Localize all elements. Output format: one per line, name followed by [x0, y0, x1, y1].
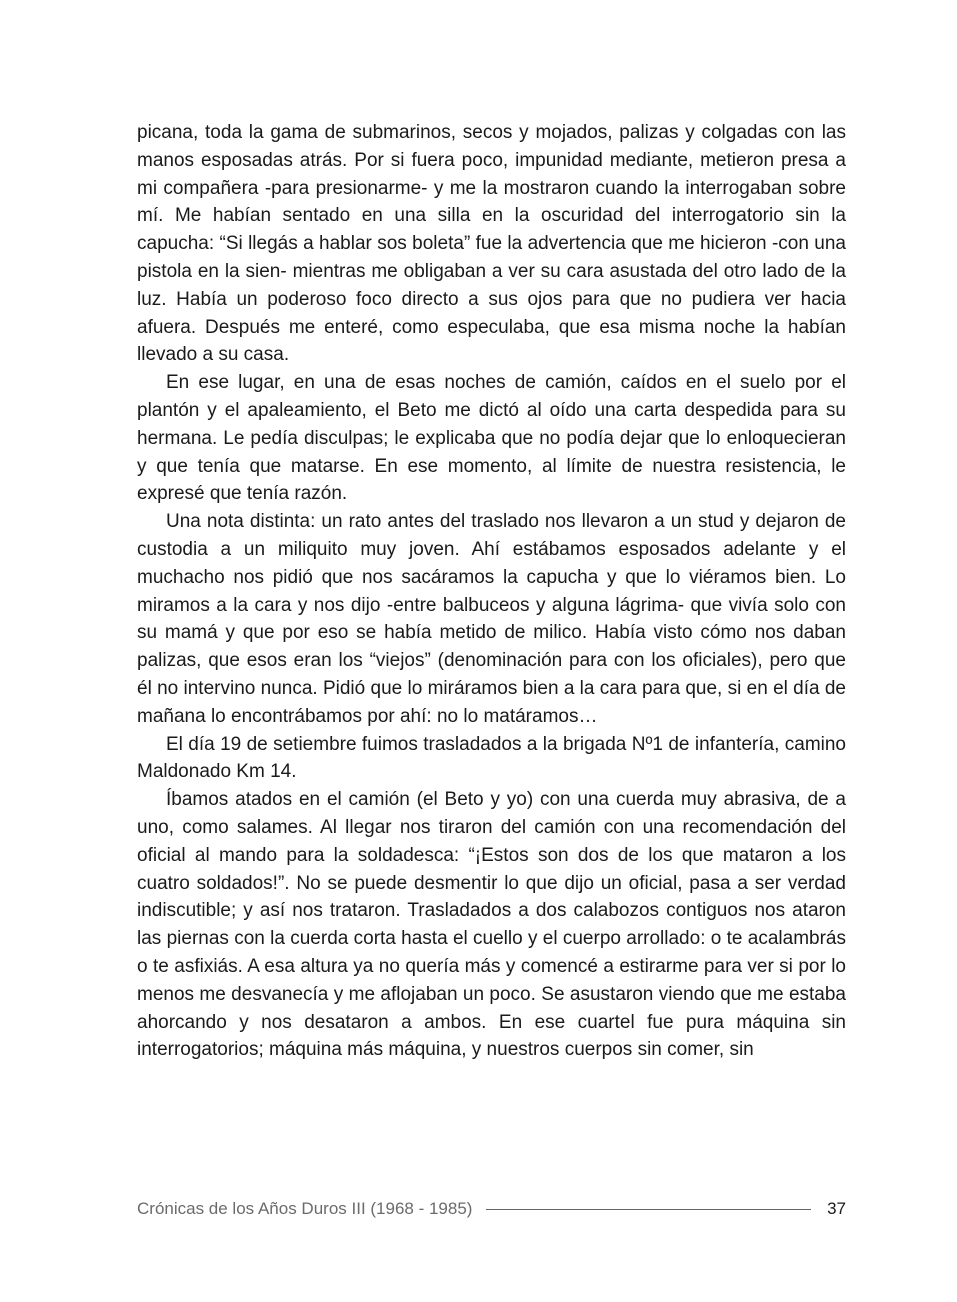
body-text — [137, 119, 846, 1064]
running-footer-title: Crónicas de los Años Duros III (1968 - 1985) — [137, 1199, 473, 1218]
page-number: 37 — [827, 1199, 846, 1218]
page-footer — [137, 1196, 846, 1222]
paragraph: Una nota distinta: un rato antes del traslado nos llevaron a un stud y dejaron de custodia a un miliquito muy joven. Ahí estábamos esposados adelante y el muchacho nos pidió que nos sacáramos la capucha y que lo viéramos bien. Lo miramos a la cara y nos dijo -entre balbuceos y alguna lágrima- que vivía solo con su mamá y que por eso se había metido de milico. Había visto cómo nos daban palizas, que esos eran los “viejos” (denominación para con los oficiales), pero que él no intervino nunca. Pidió que lo miráramos bien a la cara para que, si en el día de mañana lo encontrábamos por ahí: no lo matáramos… — [137, 511, 846, 727]
footer-rule — [486, 1209, 811, 1210]
paragraph-continuation: picana, toda la gama de submarinos, secos y mojados, palizas y colgadas con las manos esposadas atrás. Por si fuera poco, impunidad mediante, metieron presa a mi compañera -para presionarme- y me la mostraron cuando la interrogaban sobre mí. Me habían sentado en una silla en la oscuridad del interrogatorio sin la capucha: “Si llegás a hablar sos boleta” fue la advertencia que me hicieron -con una pistola en la sien- mientras me obligaban a ver su cara asustada del otro lado de la luz. Había un poderoso foco directo a sus ojos para que no pudiera ver hacia afuera. Después me enteré, como especulaba, que esa misma noche la habían llevado a su casa. — [137, 122, 846, 366]
paragraph: En ese lugar, en una de esas noches de camión, caídos en el suelo por el plantón y el apaleamiento, el Beto me dictó al oído una carta despedida para su hermana. Le pedía disculpas; le explicaba que no podía dejar que lo enloquecieran y que tenía que matarse. En ese momento, al límite de nuestra resistencia, le expresé que tenía razón. — [137, 372, 846, 505]
paragraph: Íbamos atados en el camión (el Beto y yo) con una cuerda muy abrasiva, de a uno, como salames. Al llegar nos tiraron del camión con una recomendación del oficial al mando para la soldadesca: “¡Estos son dos de los que mataron a los cuatro soldados!”. No se puede desmentir lo que dijo un oficial, pasa a ser verdad indiscutible; y así nos trataron. Trasladados a dos calabozos contiguos nos ataron las piernas con la cuerda corta hasta el cuello y el cuerpo arrollado: o te acalambrás o te asfixiás. A esa altura ya no quería más y comencé a estirarme para ver si por lo menos me desvanecía y me aflojaban un poco. Se asustaron viendo que me estaba ahorcando y nos desataron a ambos. En ese cuartel fue pura máquina sin interrogatorios; máquina más máquina, y nuestros cuerpos sin comer, sin — [137, 789, 846, 1061]
paragraph: El día 19 de setiembre fuimos trasladados a la brigada Nº1 de infantería, camino Maldonado Km 14. — [137, 733, 846, 783]
